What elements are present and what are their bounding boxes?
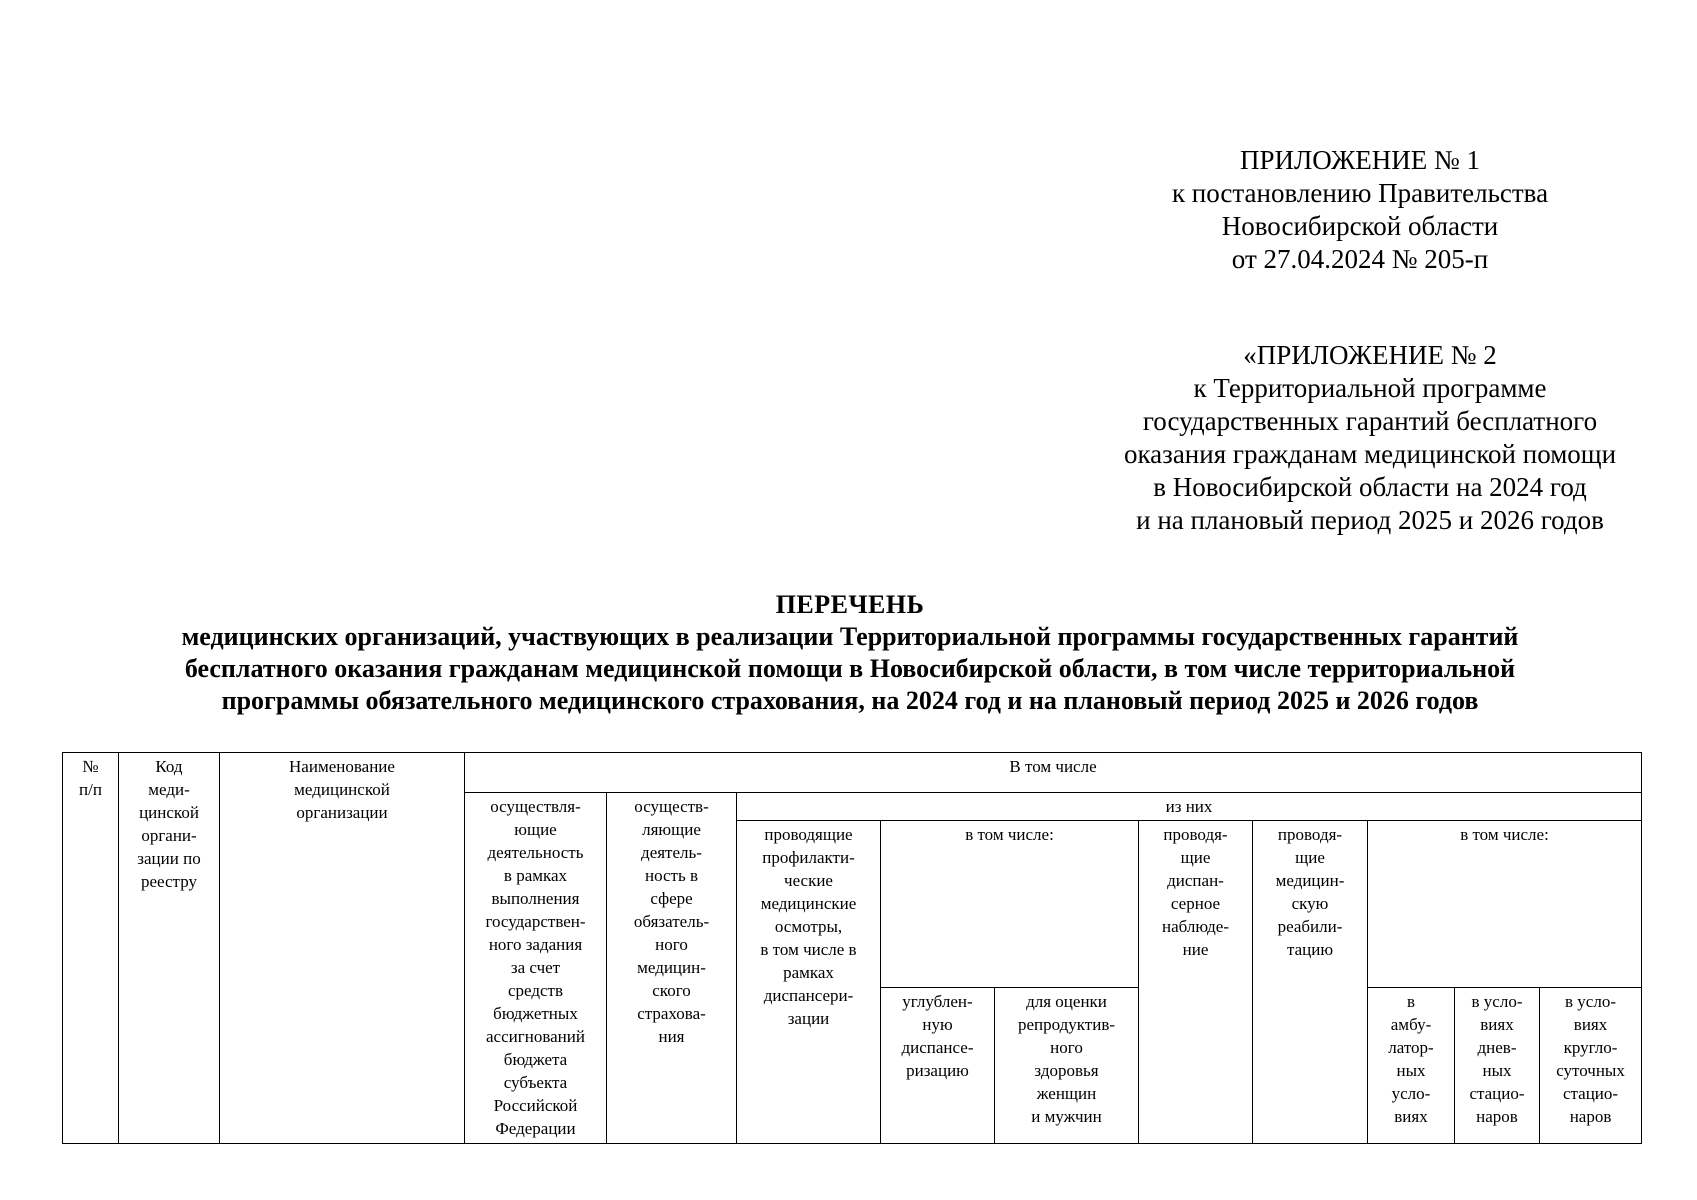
appendix-1-line: от 27.04.2024 № 205-п: [1231, 244, 1489, 274]
header-dispensary: проводя- щие диспан- серное наблюде- ние: [1139, 821, 1253, 1144]
title-line: бесплатного оказания гражданам медицинской помощи в Новосибирской области, в том числе территориальной: [184, 654, 1516, 683]
header-day-stationary: в усло- виях днев- ных стацио- наров: [1455, 988, 1540, 1144]
header-group-including: В том числе: [465, 753, 1642, 793]
header-group-including-1: в том числе:: [881, 821, 1139, 988]
header-rehabilitation: проводя- щие медицин- скую реабили- тацию: [1253, 821, 1368, 1144]
header-deep-dispensary: углублен- ную диспансе- ризацию: [881, 988, 995, 1144]
appendix-1-block: [1100, 144, 1620, 276]
header-state-task: осуществля- ющие деятельность в рамках выполнения государствен- ного задания за счет средств бюджетных ассигнований бюджета субъекта Российской Федерации: [465, 793, 607, 1144]
title-line: медицинских организаций, участвующих в реализации Территориальной программы государственных гарантий: [181, 622, 1519, 651]
header-registry-code: Код меди- цинской органи- зации по реестру: [119, 753, 220, 1144]
header-oms: осуществ- ляющие деятель- ность в сфере обязатель- ного медицин- ского страхова- ния: [607, 793, 737, 1144]
organizations-table-header: [62, 752, 1642, 1144]
header-prophylactic: проводящие профилакти- ческие медицинские осмотры, в том числе в рамках диспансери- зации: [737, 821, 881, 1144]
appendix-2-line: государственных гарантий бесплатного: [1142, 406, 1598, 436]
header-round-clock-stationary: в усло- виях кругло- суточных стацио- наров: [1540, 988, 1642, 1144]
header-reproductive-health: для оценки репродуктив- ного здоровья женщин и мужчин: [995, 988, 1139, 1144]
appendix-1-line: Новосибирской области: [1221, 211, 1499, 241]
appendix-2-line: «ПРИЛОЖЕНИЕ № 2: [1243, 340, 1497, 370]
header-number: № п/п: [63, 753, 119, 1144]
appendix-2-line: и на плановый период 2025 и 2026 годов: [1136, 505, 1604, 535]
appendix-2-line: к Территориальной программе: [1193, 373, 1547, 403]
document-title: [60, 589, 1640, 717]
appendix-2-line: в Новосибирской области на 2024 год: [1153, 472, 1587, 502]
title-heading: ПЕРЕЧЕНЬ: [775, 590, 925, 619]
header-group-of-them: из них: [737, 793, 1642, 821]
title-line: программы обязательного медицинского страхования, на 2024 год и на плановый период 2025 и 2026 годов: [221, 686, 1479, 715]
appendix-2-line: оказания гражданам медицинской помощи: [1123, 439, 1617, 469]
header-ambulatory: в амбу- латор- ных усло- виях: [1368, 988, 1455, 1144]
header-organization-name: Наименование медицинской организации: [220, 753, 465, 1144]
appendix-2-block: [1090, 339, 1650, 537]
appendix-1-line: к постановлению Правительства: [1171, 178, 1549, 208]
header-group-including-2: в том числе:: [1368, 821, 1642, 988]
appendix-1-line: ПРИЛОЖЕНИЕ № 1: [1239, 145, 1481, 175]
